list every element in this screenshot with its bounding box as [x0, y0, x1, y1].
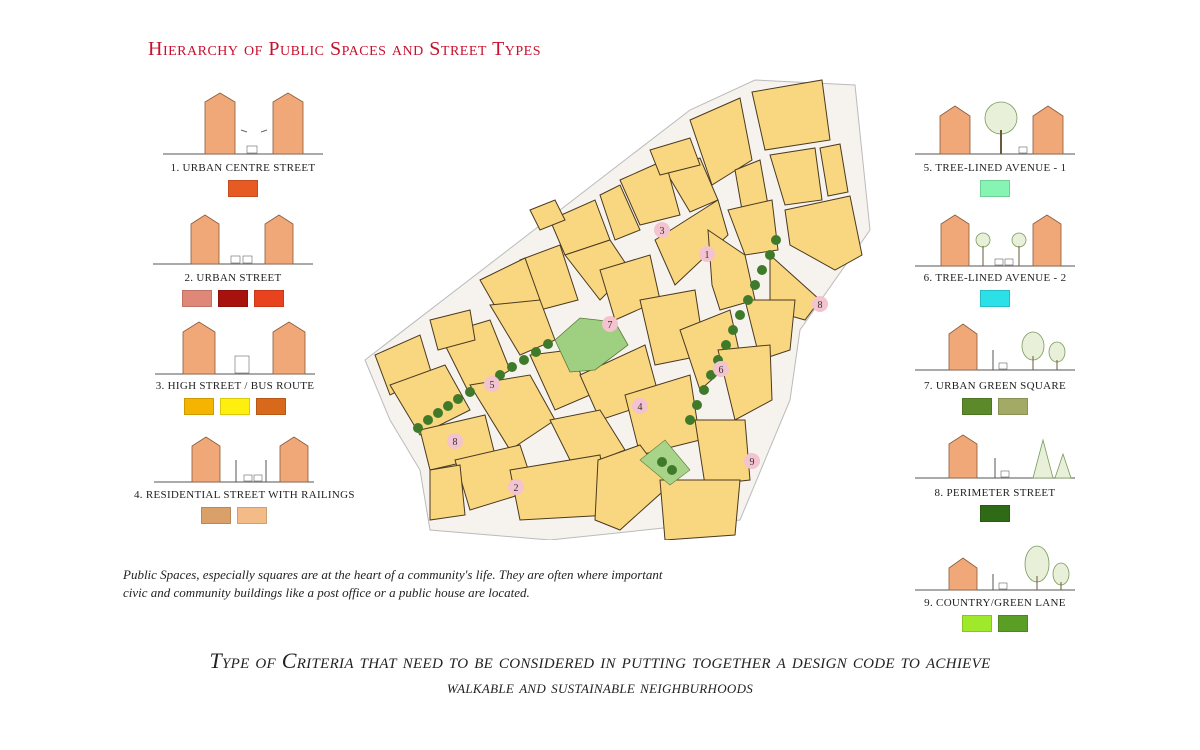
street-type-label: 2. URBAN STREET: [184, 272, 282, 284]
color-swatch: [980, 290, 1010, 307]
legend-item-high-street: [135, 318, 335, 415]
color-swatch: [254, 290, 284, 307]
street-type-label: 9. COUNTRY/GREEN LANE: [924, 597, 1066, 609]
street-section-tree-lined-1: [915, 90, 1075, 160]
map-marker-1: [699, 246, 715, 262]
color-swatch: [184, 398, 214, 415]
color-swatch: [220, 398, 250, 415]
svg-text:4: 4: [637, 402, 643, 413]
legend-item-urban-street: [133, 210, 333, 307]
legend-item-country-green-lane: [895, 540, 1095, 632]
map-marker-2: [508, 479, 524, 495]
map-marker-9: [744, 453, 760, 469]
street-section-high-street: [155, 318, 315, 378]
color-swatches: [135, 398, 335, 415]
color-swatch: [980, 180, 1010, 197]
map-marker-5: [484, 376, 500, 392]
color-swatches: [143, 180, 343, 197]
color-swatch: [182, 290, 212, 307]
map-marker-8: [812, 296, 828, 312]
legend-item-residential-street: [134, 432, 355, 524]
color-swatch: [228, 180, 258, 197]
street-type-label: 1. URBAN CENTRE STREET: [170, 162, 316, 174]
street-type-label: 4. RESIDENTIAL STREET WITH RAILINGS: [134, 489, 355, 501]
legend-item-urban-green-square: [895, 318, 1095, 415]
color-swatches: [895, 615, 1095, 632]
color-swatch: [237, 507, 267, 524]
color-swatch: [962, 398, 992, 415]
color-swatch: [980, 505, 1010, 522]
svg-text:8: 8: [817, 300, 823, 311]
color-swatches: [895, 398, 1095, 415]
svg-text:5: 5: [489, 380, 495, 391]
color-swatches: [134, 507, 334, 524]
map-marker-6: [713, 361, 729, 377]
color-swatches: [895, 505, 1095, 522]
legend-item-tree-lined-avenue-2: [895, 210, 1095, 307]
street-section-residential: [154, 432, 314, 487]
street-section-urban-centre: [163, 90, 323, 160]
footer-line-2: walkable and sustainable neighburhoods: [446, 677, 754, 698]
neighborhood-plan-map: [360, 70, 900, 540]
color-swatch: [998, 398, 1028, 415]
color-swatch: [201, 507, 231, 524]
legend-item-urban-centre-street: [143, 90, 343, 197]
svg-text:9: 9: [749, 457, 755, 468]
street-type-label: 7. URBAN GREEN SQUARE: [924, 380, 1066, 392]
footer-line-1: Type of Criteria that need to be considered in putting together a design code to achieve: [209, 648, 991, 673]
color-swatches: [133, 290, 333, 307]
color-swatches: [895, 180, 1095, 197]
street-type-label: 8. PERIMETER STREET: [934, 487, 1056, 499]
map-marker-3: [654, 222, 670, 238]
street-section-tree-lined-2: [915, 210, 1075, 270]
street-section-perimeter: [915, 430, 1075, 485]
street-type-label: 3. HIGH STREET / BUS ROUTE: [155, 380, 315, 392]
page-title: Hierarchy of Public Spaces and Street Types: [148, 38, 542, 60]
street-type-label: 5. TREE-LINED AVENUE - 1: [923, 162, 1067, 174]
map-marker-4: [632, 398, 648, 414]
svg-text:6: 6: [718, 365, 724, 376]
svg-text:8: 8: [452, 437, 458, 448]
color-swatch: [962, 615, 992, 632]
color-swatch: [256, 398, 286, 415]
svg-text:7: 7: [607, 320, 613, 331]
color-swatches: [895, 290, 1095, 307]
street-section-country-lane: [915, 540, 1075, 595]
map-marker-8: [447, 433, 463, 449]
svg-text:1: 1: [704, 250, 710, 261]
street-type-label: 6. TREE-LINED AVENUE - 2: [923, 272, 1067, 284]
map-marker-7: [602, 316, 618, 332]
legend-item-perimeter-street: [895, 430, 1095, 522]
street-section-urban-street: [153, 210, 313, 270]
street-section-green-square: [915, 318, 1075, 378]
color-swatch: [998, 615, 1028, 632]
legend-item-tree-lined-avenue-1: [895, 90, 1095, 197]
svg-text:2: 2: [513, 483, 519, 494]
caption-text: Public Spaces, especially squares are at the heart of a community's life. They are often where important civic and community buildings like a post office or a public house are located.: [123, 567, 663, 600]
color-swatch: [218, 290, 248, 307]
svg-text:3: 3: [659, 226, 665, 237]
